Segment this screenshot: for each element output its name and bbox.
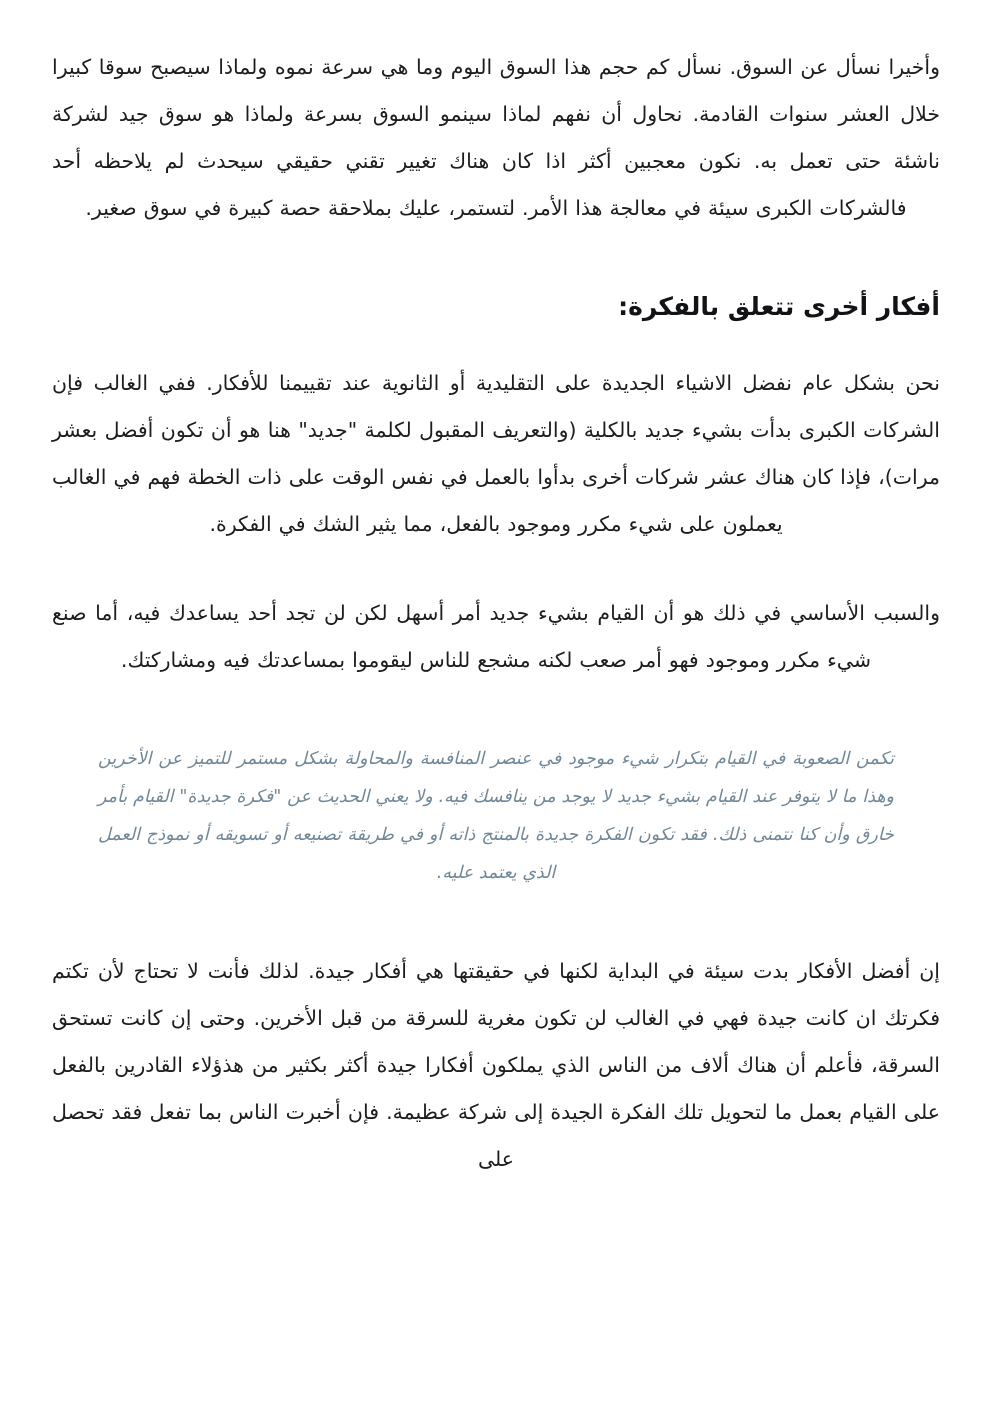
block-spacer (52, 232, 940, 288)
paragraph-best-ideas: إن أفضل الأفكار بدت سيئة في البداية لكنها في حقيقتها هي أفكار جيدة. لذلك فأنت لا تحتاج لأن تكتم فكرتك ان كانت جيدة فهي في الغالب لن تكون مغرية للسرقة من قبل الأخرين. وحتى إن كانت تستحق السرقة، فأعلم أن هناك ألاف من الناس الذي يملكون أفكارا جيدة أكثر بكثير من هذؤلاء القادرين بالفعل على القيام بعمل ما لتحويل تلك الفكرة الجيدة إلى شركة عظيمة. فإن أخبرت الناس بما تفعل فقد تحصل على (52, 959, 940, 1171)
paragraph-main-reason: والسبب الأساسي في ذلك هو أن القيام بشيء جديد أمر أسهل لكن لن تجد أحد يساعدك فيه، أما صنع شيء مكرر وموجود فهو أمر صعب لكنه مشجع للناس ليقوموا بمساعدتك فيه ومشاركتك. (52, 601, 940, 672)
block-spacer (52, 892, 940, 948)
section-heading-other-ideas: أفكار أخرى تتعلق بالفكرة: (618, 292, 940, 321)
paragraph-new-vs-traditional: نحن بشكل عام نفضل الاشياء الجديدة على التقليدية أو الثانوية عند تقييمنا للأفكار. ففي الغالب فإن الشركات الكبرى بدأت بشيء جديد بالكلية (والتعريف المقبول لكلمة "جديد" هنا هو أن تكون أفضل بعشر مرات)، فإذا كان هناك عشر شركات أخرى بدأوا بالعمل في نفس الوقت على ذات الخطة فهم في الغالب يعملون على شيء مكرر وموجود بالفعل، مما يثير الشك في الفكرة. (52, 371, 940, 536)
block-spacer (52, 684, 940, 740)
block-spacer (52, 326, 940, 360)
document-body (52, 44, 940, 1183)
paragraph-market-questions: وأخيرا نسأل عن السوق. نسأل كم حجم هذا السوق اليوم وما هي سرعة نموه ولماذا سيصبح سوقا كبيرا خلال العشر سنوات القادمة. نحاول أن نفهم لماذا سينمو السوق بسرعة ولماذا هو سوق جيد لشركة ناشئة حتى تعمل به. نكون معجبين أكثر اذا كان هناك تغيير تقني حقيقي سيحدث لم يلاحظه أحد فالشركات الكبرى سيئة في معالجة هذا الأمر. لتستمر، عليك بملاحقة حصة كبيرة في سوق صغير. (52, 55, 940, 220)
quote-difficulty-of-repetition: تكمن الصعوبة في القيام بتكرار شيء موجود في عنصر المنافسة والمحاولة بشكل مستمر للتميز عن الأخرين وهذا ما لا يتوفر عند القيام بشيء جديد لا يوجد من ينافسك فيه. ولا يعني الحديث عن "فكرة جديدة" القيام بأمر خارق وأن كنا نتمنى ذلك. فقد تكون الفكرة جديدة بالمنتج ذاته أو في طريقة تصنيعه أو تسويقه أو نموذج العمل الذي يعتمد عليه. (98, 749, 894, 883)
block-spacer (52, 548, 940, 590)
